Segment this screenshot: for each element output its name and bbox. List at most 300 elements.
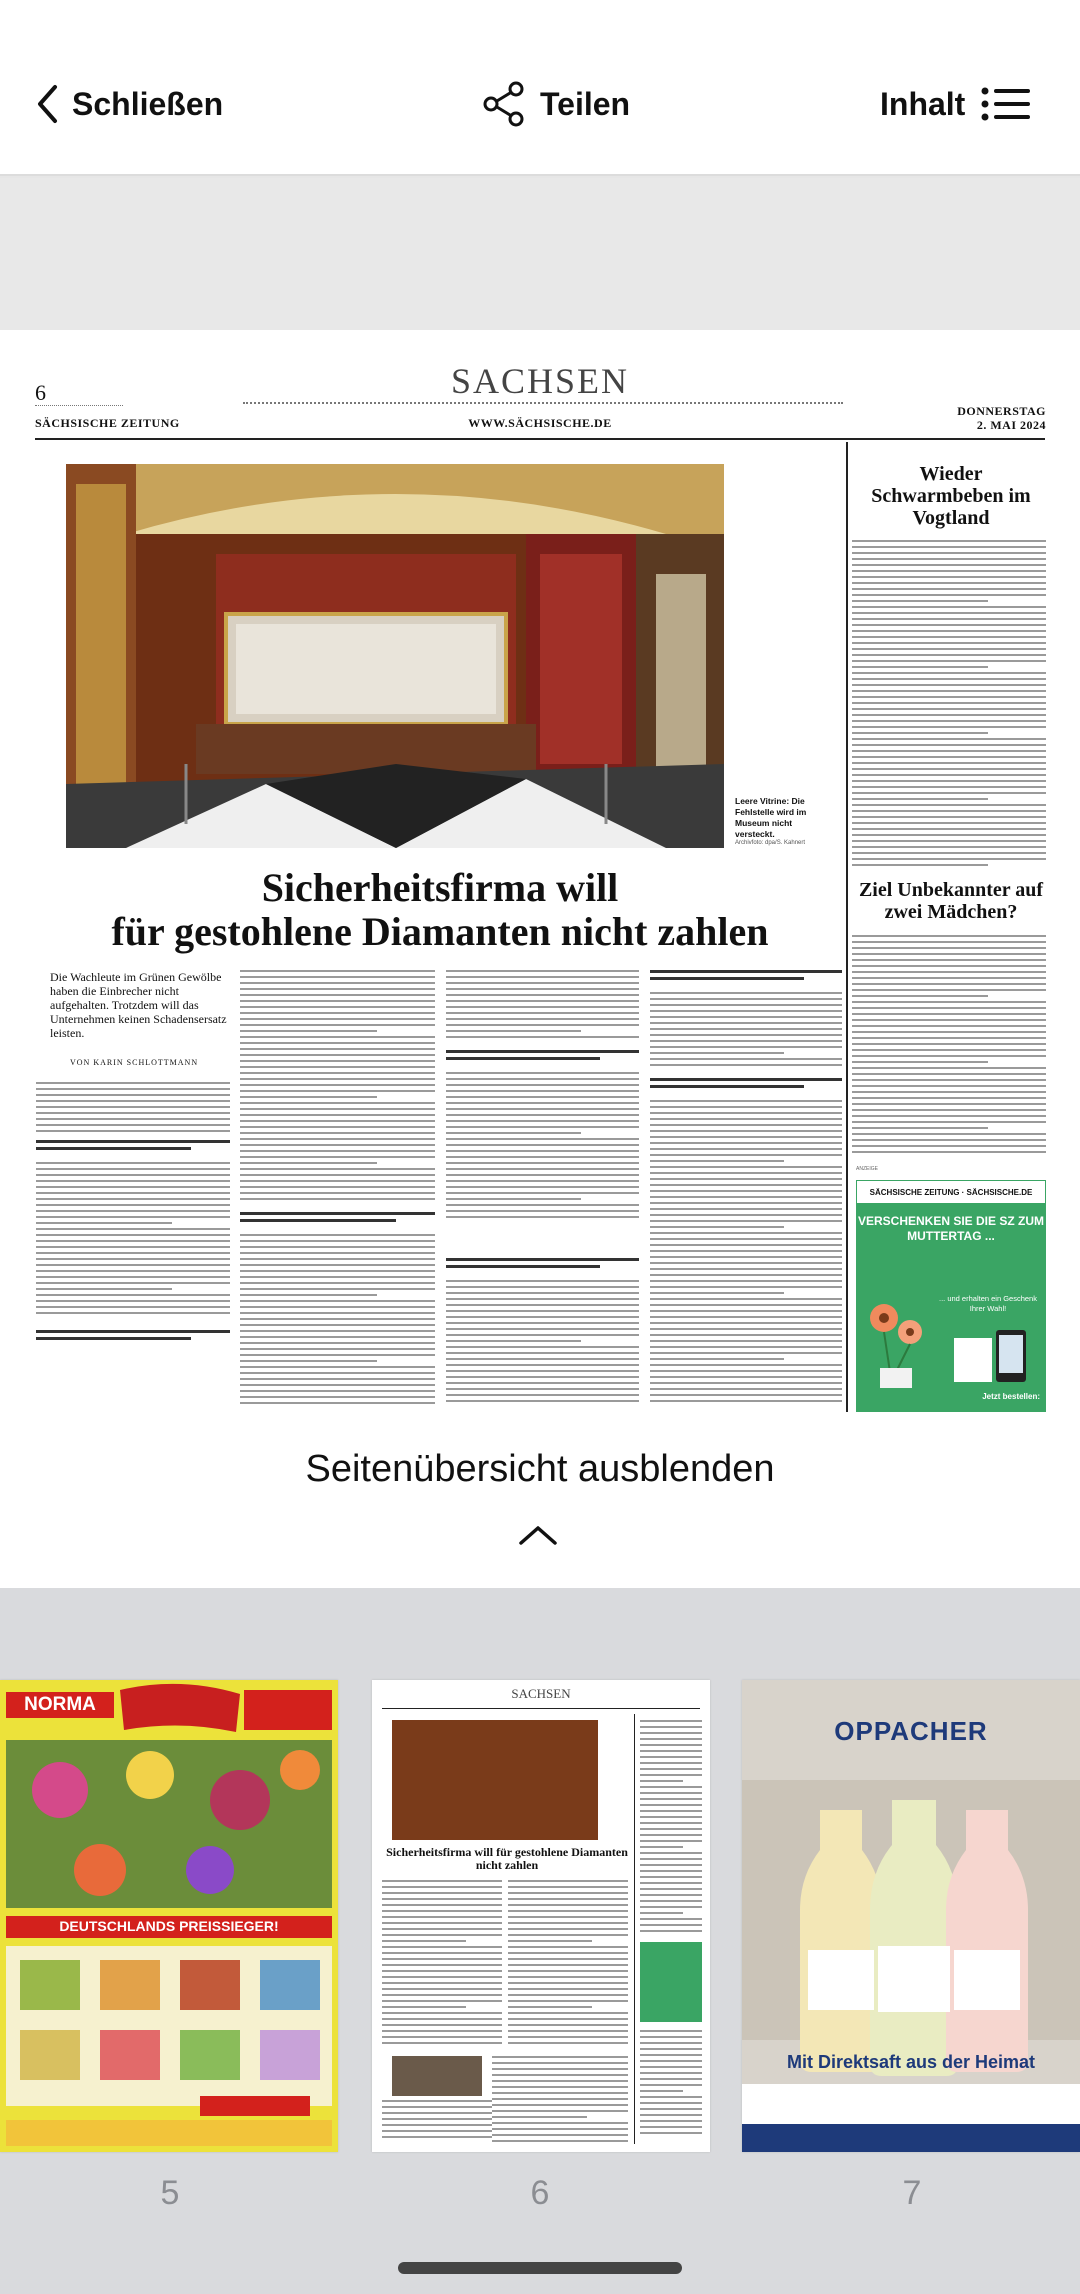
text-column [640,1720,702,1936]
text-line [240,1120,435,1122]
text-line [446,1000,639,1002]
text-line [508,1952,628,1954]
text-line [36,1252,230,1254]
text-line [446,1084,639,1086]
text-line [640,2126,702,2128]
text-line [382,1922,502,1924]
text-line [852,858,1046,860]
text-line [852,756,1046,758]
text-line [852,1001,1046,1003]
text-line [852,1013,1046,1015]
text-line [446,1388,639,1390]
text-line [240,1186,435,1188]
text-column [492,2056,628,2146]
text-line [650,1370,842,1372]
text-line [36,1228,230,1230]
text-line [650,1400,842,1402]
advertisement [856,1180,1046,1412]
text-line [492,2080,628,2082]
text-line [640,1912,683,1914]
text-line [36,1312,230,1314]
thumbnail-page-number-6: 6 [530,2174,550,2212]
text-line [382,2018,502,2020]
text-line [640,1816,702,1818]
text-line [640,1888,702,1890]
text-line [446,1316,639,1318]
text-line [492,2068,628,2070]
text-column [240,970,435,1206]
text-line [640,1894,702,1896]
text-line [382,1928,502,1930]
share-button[interactable] [482,70,630,138]
text-line [240,1108,435,1110]
text-line [650,1358,784,1360]
text-line [446,1198,581,1200]
flower-icon [862,1292,932,1388]
text-line [852,1091,1046,1093]
text-line [650,1382,842,1384]
text-line [650,1040,842,1042]
text-line [650,1316,842,1318]
table-of-contents-button[interactable] [880,70,1031,138]
text-line [382,2030,502,2032]
text-line [852,750,1046,752]
text-line [36,1216,230,1218]
page-thumbnail-5[interactable] [0,1680,338,2152]
text-line [446,970,639,972]
text-line [36,1204,230,1206]
text-line [650,1250,842,1252]
text-line [852,732,988,734]
text-line [852,941,1046,943]
text-line [240,1162,377,1164]
text-line [650,1196,842,1198]
text-line [852,570,1046,572]
text-line [650,1364,842,1366]
text-line [240,1144,435,1146]
text-line [382,2042,502,2044]
sidebar-divider [846,442,848,1412]
text-line [508,2000,628,2002]
text-line [852,618,1046,620]
close-button[interactable] [36,70,223,138]
text-line [240,976,435,978]
text-line [240,1138,435,1140]
text-line [446,1078,639,1080]
text-line [852,684,1046,686]
text-line [852,852,1046,854]
text-line [650,1010,842,1012]
text-line [852,696,1046,698]
text-line [650,1328,842,1330]
subheading [446,1050,639,1068]
text-line [36,1306,230,1308]
text-line [650,1256,842,1258]
text-line [240,1384,435,1386]
text-line [508,1886,628,1888]
text-line [492,2128,628,2130]
thumb-6-divider [634,1714,635,2144]
text-line [446,1280,639,1282]
text-column [640,2030,702,2140]
text-line [446,1174,639,1176]
text-line [382,2036,502,2038]
text-line [240,1360,377,1362]
text-line [650,1172,842,1174]
page-number: 6 [35,380,46,405]
text-line [492,2098,628,2100]
text-line [446,1192,639,1194]
text-line [240,1264,435,1266]
text-line [508,1928,628,1930]
text-line [446,1364,639,1366]
text-line [852,834,1046,836]
text-line [36,1210,230,1212]
text-line [640,1798,702,1800]
text-line [852,1019,1046,1021]
text-line [382,2024,502,2026]
text-line [446,1090,639,1092]
ad-subtitle: ... und erhalten ein Geschenk Ihrer Wahl! [939,1294,1037,1313]
text-line [640,1786,702,1788]
text-line [852,864,988,866]
text-line [240,1060,435,1062]
text-line [508,1982,628,1984]
text-line [650,1322,842,1324]
text-line [852,588,1046,590]
text-line [508,1922,628,1924]
text-line [446,1144,639,1146]
text-line [240,1294,377,1296]
text-line [640,1726,702,1728]
text-line [650,1226,784,1228]
text-line [240,1390,435,1392]
text-line [36,1246,230,1248]
text-line [36,1130,230,1132]
text-line [640,1822,702,1824]
text-line [852,1049,1046,1051]
text-line [640,1828,702,1830]
text-line [852,840,1046,842]
text-line [446,1304,639,1306]
text-line [640,2060,702,2062]
hide-overview-button[interactable] [0,1412,1080,1588]
home-indicator[interactable] [398,2262,682,2274]
text-line [240,1342,435,1344]
text-line [382,1916,502,1918]
text-line [446,1030,581,1032]
text-line [650,1160,784,1162]
text-line [640,2102,702,2104]
newspaper-website: WWW.SÄCHSISCHE.DE [468,416,612,430]
thumbnail-page-number-7: 7 [902,2174,922,2212]
text-line [36,1112,230,1114]
text-line [36,1106,230,1108]
text-line [852,786,1046,788]
text-line [240,1396,435,1398]
toc-label: Inhalt [880,85,966,122]
text-line [650,1304,842,1306]
text-line [640,1870,702,1872]
text-line [852,540,1046,542]
text-line [650,1064,842,1066]
text-line [650,1124,842,1126]
text-line [650,1268,842,1270]
text-line [640,1858,702,1860]
text-column [650,1100,842,1408]
text-line [240,1180,435,1182]
text-line [36,1300,230,1302]
text-line [640,2120,702,2122]
text-line [852,1121,1046,1123]
page-thumbnail-strip[interactable] [0,1588,1080,2294]
text-line [382,2112,492,2114]
text-line [36,1234,230,1236]
text-line [446,1204,639,1206]
text-line [36,1118,230,1120]
text-line [650,1262,842,1264]
text-line [852,792,1046,794]
text-line [650,1004,842,1006]
article-headline [40,866,840,954]
text-line [446,994,639,996]
text-line [852,1055,1046,1057]
text-line [446,1382,639,1384]
text-line [852,1139,1046,1141]
text-line [36,1100,230,1102]
text-line [240,1246,435,1248]
text-column [446,1072,639,1224]
text-line [852,1133,1046,1135]
text-line [240,1024,435,1026]
text-line [852,1151,1046,1153]
section-title: SACHSEN [450,361,630,401]
text-line [240,1036,435,1038]
header-rule [35,438,1045,440]
text-line [446,1006,639,1008]
text-line [446,1114,639,1116]
text-line [508,1976,628,1978]
text-line [508,2006,592,2008]
text-line [492,2056,628,2058]
text-line [640,2096,702,2098]
chevron-left-icon [36,84,58,124]
text-line [36,1124,230,1126]
text-line [36,1258,230,1260]
text-line [240,1090,435,1092]
text-line [240,1102,435,1104]
text-line [852,594,1046,596]
text-line [852,995,988,997]
text-line [852,1109,1046,1111]
text-line [852,947,1046,949]
text-line [640,1840,702,1842]
page-thumbnail-6[interactable] [372,1680,710,2152]
thumb-6-headline: Sicherheitsfirma will für gestohlene Diamanten nicht zahlen [386,1845,628,1872]
text-line [508,1910,628,1912]
text-line [240,1018,435,1020]
text-line [852,780,1046,782]
text-line [640,1882,702,1884]
text-line [650,1394,842,1396]
text-column [508,1880,628,2050]
text-line [650,1052,784,1054]
text-line [446,1024,639,1026]
text-line [508,2012,628,2014]
text-line [852,690,1046,692]
text-column [36,1082,230,1136]
thumb-5-headline: DEUTSCHLANDS PREISSIEGER! [59,1918,279,1934]
text-line [508,1934,628,1936]
text-line [650,998,842,1000]
text-line [240,1402,435,1404]
text-line [852,708,1046,710]
issue-day: DONNERSTAG [957,404,1046,418]
text-line [852,648,1046,650]
text-line [240,1192,435,1194]
text-line [446,1156,639,1158]
sidebar-headline-1: Wieder Schwarmbeben im Vogtland [871,463,1031,529]
text-line [852,810,1046,812]
text-line [36,1264,230,1266]
text-line [852,1127,988,1129]
text-line [640,2036,702,2038]
text-line [240,1234,435,1236]
text-line [240,1012,435,1014]
text-line [446,1334,639,1336]
text-line [640,2114,702,2116]
text-line [508,1940,592,1942]
text-line [240,1252,435,1254]
text-line [36,1198,230,1200]
subheading [36,1140,230,1158]
text-line [240,994,435,996]
ad-brand: SÄCHSISCHE ZEITUNG · SÄCHSISCHE.DE [856,1180,1046,1204]
text-line [240,1288,435,1290]
text-line [640,1756,702,1758]
text-line [446,1340,581,1342]
text-line [240,1306,435,1308]
text-line [650,1340,842,1342]
text-line [650,1016,842,1018]
text-line [240,1336,435,1338]
text-line [240,1006,435,1008]
text-line [446,1400,639,1402]
text-line [36,1162,230,1164]
text-line [240,1066,435,1068]
text-line [650,1376,842,1378]
text-line [852,606,1046,608]
text-line [650,1142,842,1144]
text-line [852,989,1046,991]
text-line [382,1976,502,1978]
text-line [852,1037,1046,1039]
text-line [446,1346,639,1348]
text-line [240,1078,435,1080]
text-line [640,2090,683,2092]
text-line [382,1970,502,1972]
text-line [852,846,1046,848]
text-line [650,1292,784,1294]
text-line [852,977,1046,979]
share-label: Teilen [540,85,631,122]
text-line [650,1136,842,1138]
text-line [492,2122,628,2124]
text-line [240,1276,435,1278]
text-line [640,1750,702,1752]
text-line [492,2062,628,2064]
text-line [852,558,1046,560]
text-line [240,1240,435,1242]
newspaper-page[interactable] [0,330,1080,1412]
text-line [240,1174,435,1176]
text-line [382,1934,502,1936]
text-line [650,1154,842,1156]
text-line [36,1240,230,1242]
text-line [382,2118,492,2120]
text-line [650,1346,842,1348]
text-line [852,1067,1046,1069]
text-line [382,2006,466,2008]
text-line [36,1082,230,1084]
text-line [446,1376,639,1378]
text-line [852,983,1046,985]
page-thumbnail-7[interactable] [742,1680,1080,2152]
text-line [446,1370,639,1372]
text-line [446,1108,639,1110]
text-line [640,1762,702,1764]
text-column [446,1280,639,1408]
text-line [852,1073,1046,1075]
ad-cta: Jetzt bestellen: [982,1392,1040,1401]
text-line [240,1156,435,1158]
text-line [446,1358,639,1360]
text-line [640,1918,702,1920]
text-line [650,1106,842,1108]
text-line [492,2104,628,2106]
article-byline: VON KARIN SCHLOTTMANN [70,1058,199,1067]
text-line [446,1018,639,1020]
text-line [650,1334,842,1336]
text-line [650,1388,842,1390]
text-line [852,965,1046,967]
text-line [852,768,1046,770]
text-line [640,1732,702,1734]
thumb-7-tagline: Mit Direktsaft aus der Heimat [786,2052,1036,2072]
share-icon [482,81,526,127]
text-line [640,1924,702,1926]
text-line [446,1352,639,1354]
text-line [446,1072,639,1074]
text-line [852,666,988,668]
text-line [852,1043,1046,1045]
text-line [640,2066,702,2068]
thumb-5-brand: NORMA [24,1694,96,1715]
text-line [382,1940,466,1942]
text-line [650,1298,842,1300]
text-line [650,1022,842,1024]
text-line [852,642,1046,644]
text-line [650,1232,842,1234]
text-line [446,1328,639,1330]
text-line [852,612,1046,614]
text-line [852,636,1046,638]
text-line [852,678,1046,680]
text-line [650,1166,842,1168]
text-line [640,1846,683,1848]
text-line [508,2018,628,2020]
text-line [36,1270,230,1272]
